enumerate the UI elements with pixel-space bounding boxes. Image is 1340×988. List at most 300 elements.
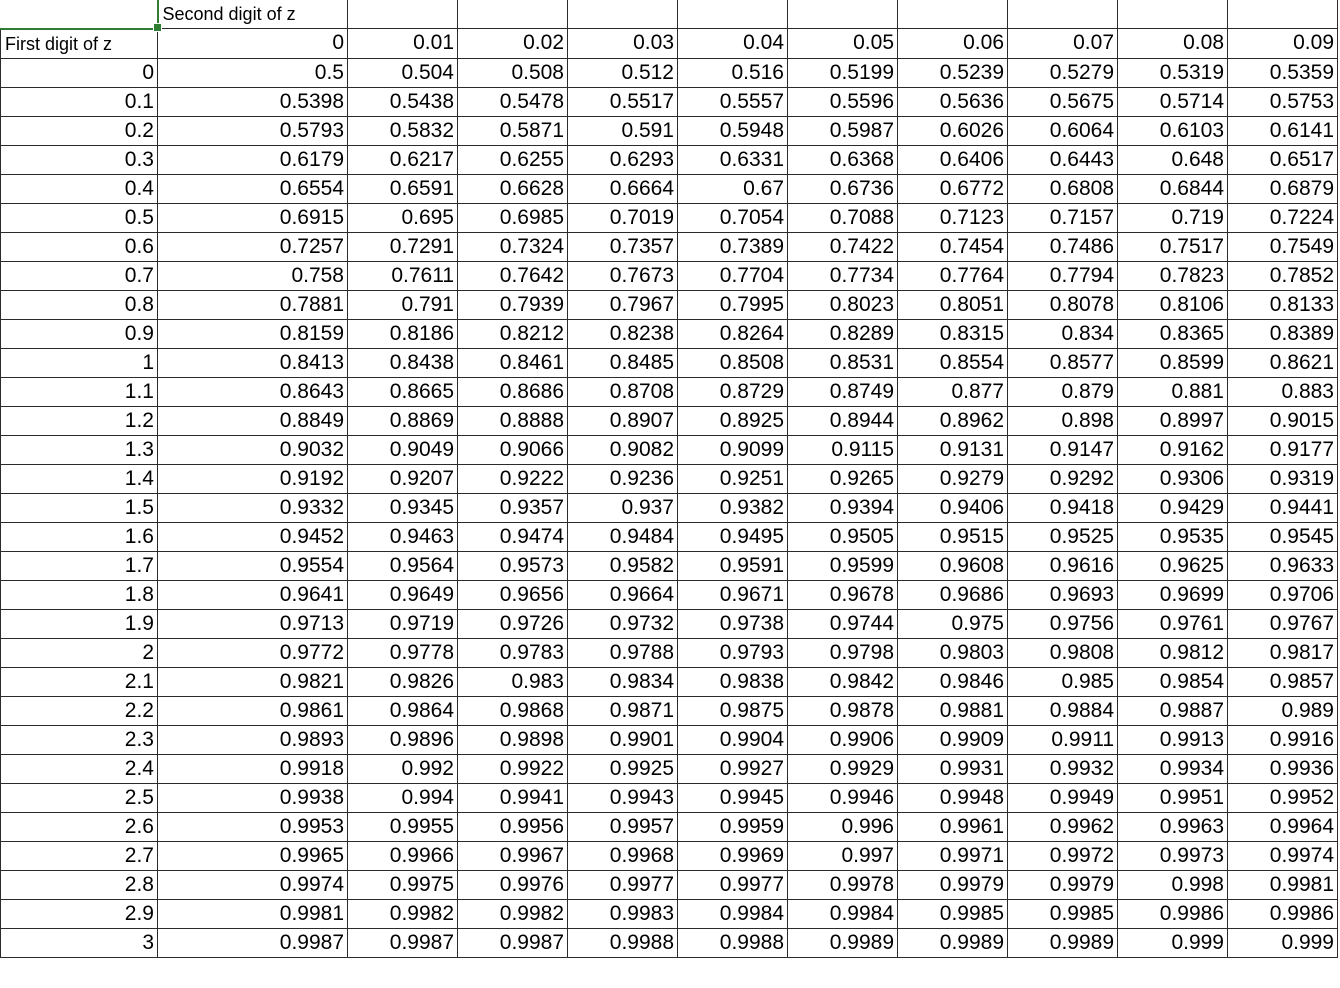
table-cell[interactable]: 0.999: [1118, 928, 1228, 957]
table-cell[interactable]: 0.5596: [788, 87, 898, 116]
table-cell[interactable]: 0.9641: [158, 580, 348, 609]
table-cell[interactable]: 0.9963: [1118, 812, 1228, 841]
table-cell[interactable]: 0.9864: [348, 696, 458, 725]
table-cell[interactable]: 0.8023: [788, 290, 898, 319]
table-cell[interactable]: 0.877: [898, 377, 1008, 406]
table-cell[interactable]: 0.9868: [458, 696, 568, 725]
table-cell[interactable]: 0.5319: [1118, 58, 1228, 87]
table-cell[interactable]: 0.9982: [458, 899, 568, 928]
table-cell[interactable]: 0.6591: [348, 174, 458, 203]
table-cell[interactable]: 0.9788: [568, 638, 678, 667]
table-cell[interactable]: 0.8962: [898, 406, 1008, 435]
table-cell[interactable]: 0.695: [348, 203, 458, 232]
table-cell[interactable]: 0.9808: [1008, 638, 1118, 667]
table-cell[interactable]: 0.8413: [158, 348, 348, 377]
table-cell[interactable]: 0.5517: [568, 87, 678, 116]
table-cell[interactable]: 0.9854: [1118, 667, 1228, 696]
table-cell[interactable]: 0.9664: [568, 580, 678, 609]
table-cell[interactable]: 0.834: [1008, 319, 1118, 348]
column-header-cell[interactable]: 0.07: [1008, 29, 1118, 59]
table-cell[interactable]: 0.6443: [1008, 145, 1118, 174]
table-cell[interactable]: 0.9909: [898, 725, 1008, 754]
table-cell[interactable]: 0.9162: [1118, 435, 1228, 464]
table-cell[interactable]: 0.9192: [158, 464, 348, 493]
table-cell[interactable]: 0.9525: [1008, 522, 1118, 551]
table-cell[interactable]: 0.881: [1118, 377, 1228, 406]
column-header-cell[interactable]: 0.03: [568, 29, 678, 59]
table-cell[interactable]: 0.5478: [458, 87, 568, 116]
table-cell[interactable]: 0.9956: [458, 812, 568, 841]
table-cell[interactable]: 0.9049: [348, 435, 458, 464]
table-cell[interactable]: 0.9946: [788, 783, 898, 812]
table-cell[interactable]: 0.8729: [678, 377, 788, 406]
table-cell[interactable]: 0.983: [458, 667, 568, 696]
table-cell[interactable]: 0.9962: [1008, 812, 1118, 841]
table-cell[interactable]: 0.7422: [788, 232, 898, 261]
column-title-cell[interactable]: Second digit of z: [158, 0, 348, 29]
table-cell[interactable]: 0.9812: [1118, 638, 1228, 667]
table-cell[interactable]: 0.9972: [1008, 841, 1118, 870]
row-header-cell[interactable]: 1.7: [1, 551, 158, 580]
table-cell[interactable]: 0.6293: [568, 145, 678, 174]
table-cell[interactable]: 0.9582: [568, 551, 678, 580]
row-title-cell[interactable]: First digit of z: [1, 29, 158, 59]
table-cell[interactable]: 0.992: [348, 754, 458, 783]
table-cell[interactable]: 0.8708: [568, 377, 678, 406]
table-cell[interactable]: 0.9554: [158, 551, 348, 580]
table-cell[interactable]: 0.6879: [1228, 174, 1338, 203]
empty-cell[interactable]: [678, 0, 788, 29]
table-cell[interactable]: 0.9896: [348, 725, 458, 754]
table-cell[interactable]: 0.6664: [568, 174, 678, 203]
table-cell[interactable]: 0.985: [1008, 667, 1118, 696]
table-cell[interactable]: 0.6064: [1008, 116, 1118, 145]
table-cell[interactable]: 0.7995: [678, 290, 788, 319]
table-cell[interactable]: 0.7764: [898, 261, 1008, 290]
column-header-cell[interactable]: 0.09: [1228, 29, 1338, 59]
table-cell[interactable]: 0.6517: [1228, 145, 1338, 174]
table-cell[interactable]: 0.9726: [458, 609, 568, 638]
table-cell[interactable]: 0.9906: [788, 725, 898, 754]
table-cell[interactable]: 0.8997: [1118, 406, 1228, 435]
table-cell[interactable]: 0.9826: [348, 667, 458, 696]
table-cell[interactable]: 0.5199: [788, 58, 898, 87]
table-cell[interactable]: 0.7054: [678, 203, 788, 232]
table-cell[interactable]: 0.67: [678, 174, 788, 203]
table-cell[interactable]: 0.758: [158, 261, 348, 290]
table-cell[interactable]: 0.9761: [1118, 609, 1228, 638]
table-cell[interactable]: 0.9951: [1118, 783, 1228, 812]
table-cell[interactable]: 0.8106: [1118, 290, 1228, 319]
table-cell[interactable]: 0.8869: [348, 406, 458, 435]
table-cell[interactable]: 0.7823: [1118, 261, 1228, 290]
table-cell[interactable]: 0.7967: [568, 290, 678, 319]
table-cell[interactable]: 0.8186: [348, 319, 458, 348]
table-cell[interactable]: 0.6026: [898, 116, 1008, 145]
table-cell[interactable]: 0.9983: [568, 899, 678, 928]
table-cell[interactable]: 0.591: [568, 116, 678, 145]
table-cell[interactable]: 0.9564: [348, 551, 458, 580]
table-cell[interactable]: 0.883: [1228, 377, 1338, 406]
table-cell[interactable]: 0.9988: [678, 928, 788, 957]
table-cell[interactable]: 0.9881: [898, 696, 1008, 725]
row-header-cell[interactable]: 0.2: [1, 116, 158, 145]
table-cell[interactable]: 0.9783: [458, 638, 568, 667]
table-cell[interactable]: 0.648: [1118, 145, 1228, 174]
table-cell[interactable]: 0.9535: [1118, 522, 1228, 551]
table-cell[interactable]: 0.9625: [1118, 551, 1228, 580]
table-cell[interactable]: 0.9953: [158, 812, 348, 841]
table-cell[interactable]: 0.9732: [568, 609, 678, 638]
table-cell[interactable]: 0.9441: [1228, 493, 1338, 522]
row-header-cell[interactable]: 2.8: [1, 870, 158, 899]
table-cell[interactable]: 0.504: [348, 58, 458, 87]
table-cell[interactable]: 0.9979: [1008, 870, 1118, 899]
table-cell[interactable]: 0.9968: [568, 841, 678, 870]
table-cell[interactable]: 0.9938: [158, 783, 348, 812]
row-header-cell[interactable]: 3: [1, 928, 158, 957]
table-cell[interactable]: 0.9099: [678, 435, 788, 464]
table-cell[interactable]: 0.6736: [788, 174, 898, 203]
row-header-cell[interactable]: 0.9: [1, 319, 158, 348]
table-cell[interactable]: 0.9913: [1118, 725, 1228, 754]
table-cell[interactable]: 0.9279: [898, 464, 1008, 493]
column-header-cell[interactable]: 0.02: [458, 29, 568, 59]
table-cell[interactable]: 0.7257: [158, 232, 348, 261]
table-cell[interactable]: 0.9699: [1118, 580, 1228, 609]
table-cell[interactable]: 0.6141: [1228, 116, 1338, 145]
table-cell[interactable]: 0.9207: [348, 464, 458, 493]
table-cell[interactable]: 0.9985: [898, 899, 1008, 928]
table-cell[interactable]: 0.9875: [678, 696, 788, 725]
table-cell[interactable]: 0.8212: [458, 319, 568, 348]
row-header-cell[interactable]: 1.1: [1, 377, 158, 406]
table-cell[interactable]: 0.9474: [458, 522, 568, 551]
table-cell[interactable]: 0.7852: [1228, 261, 1338, 290]
table-cell[interactable]: 0.9982: [348, 899, 458, 928]
row-header-cell[interactable]: 2.1: [1, 667, 158, 696]
table-cell[interactable]: 0.9925: [568, 754, 678, 783]
table-cell[interactable]: 0.8749: [788, 377, 898, 406]
table-cell[interactable]: 0.9495: [678, 522, 788, 551]
table-cell[interactable]: 0.5636: [898, 87, 1008, 116]
table-cell[interactable]: 0.9032: [158, 435, 348, 464]
column-header-cell[interactable]: 0.01: [348, 29, 458, 59]
table-cell[interactable]: 0.9934: [1118, 754, 1228, 783]
table-cell[interactable]: 0.9744: [788, 609, 898, 638]
table-cell[interactable]: 0.6255: [458, 145, 568, 174]
table-cell[interactable]: 0.9936: [1228, 754, 1338, 783]
table-cell[interactable]: 0.9633: [1228, 551, 1338, 580]
table-cell[interactable]: 0.8238: [568, 319, 678, 348]
table-cell[interactable]: 0.5557: [678, 87, 788, 116]
table-cell[interactable]: 0.7123: [898, 203, 1008, 232]
table-cell[interactable]: 0.5398: [158, 87, 348, 116]
column-header-cell[interactable]: 0.04: [678, 29, 788, 59]
table-cell[interactable]: 0.7157: [1008, 203, 1118, 232]
table-cell[interactable]: 0.9394: [788, 493, 898, 522]
table-cell[interactable]: 0.6808: [1008, 174, 1118, 203]
table-cell[interactable]: 0.9878: [788, 696, 898, 725]
table-cell[interactable]: 0.6217: [348, 145, 458, 174]
row-header-cell[interactable]: 1.2: [1, 406, 158, 435]
table-cell[interactable]: 0.9916: [1228, 725, 1338, 754]
table-cell[interactable]: 0.9251: [678, 464, 788, 493]
table-cell[interactable]: 0.9959: [678, 812, 788, 841]
table-cell[interactable]: 0.9406: [898, 493, 1008, 522]
table-cell[interactable]: 0.8665: [348, 377, 458, 406]
table-cell[interactable]: 0.9949: [1008, 783, 1118, 812]
table-cell[interactable]: 0.9332: [158, 493, 348, 522]
table-cell[interactable]: 0.9846: [898, 667, 1008, 696]
table-cell[interactable]: 0.7088: [788, 203, 898, 232]
table-cell[interactable]: 0.9756: [1008, 609, 1118, 638]
table-cell[interactable]: 0.6985: [458, 203, 568, 232]
table-cell[interactable]: 0.9778: [348, 638, 458, 667]
column-header-cell[interactable]: 0.08: [1118, 29, 1228, 59]
table-cell[interactable]: 0.6103: [1118, 116, 1228, 145]
table-cell[interactable]: 0.508: [458, 58, 568, 87]
table-cell[interactable]: 0.9382: [678, 493, 788, 522]
table-cell[interactable]: 0.9929: [788, 754, 898, 783]
table-cell[interactable]: 0.5279: [1008, 58, 1118, 87]
table-cell[interactable]: 0.9573: [458, 551, 568, 580]
table-cell[interactable]: 0.9966: [348, 841, 458, 870]
row-header-cell[interactable]: 1.5: [1, 493, 158, 522]
table-cell[interactable]: 0.8686: [458, 377, 568, 406]
table-cell[interactable]: 0.8849: [158, 406, 348, 435]
row-header-cell[interactable]: 2.4: [1, 754, 158, 783]
table-cell[interactable]: 0.9793: [678, 638, 788, 667]
table-cell[interactable]: 0.9838: [678, 667, 788, 696]
table-cell[interactable]: 0.9236: [568, 464, 678, 493]
table-cell[interactable]: 0.9967: [458, 841, 568, 870]
table-cell[interactable]: 0.8577: [1008, 348, 1118, 377]
empty-cell[interactable]: [1008, 0, 1118, 29]
table-cell[interactable]: 0.9693: [1008, 580, 1118, 609]
table-cell[interactable]: 0.9988: [568, 928, 678, 957]
row-header-cell[interactable]: 2.7: [1, 841, 158, 870]
table-cell[interactable]: 0.7389: [678, 232, 788, 261]
table-cell[interactable]: 0.9901: [568, 725, 678, 754]
table-cell[interactable]: 0.8531: [788, 348, 898, 377]
table-cell[interactable]: 0.9986: [1228, 899, 1338, 928]
table-cell[interactable]: 0.8485: [568, 348, 678, 377]
row-header-cell[interactable]: 0.8: [1, 290, 158, 319]
table-cell[interactable]: 0.9965: [158, 841, 348, 870]
table-cell[interactable]: 0.516: [678, 58, 788, 87]
table-cell[interactable]: 0.8508: [678, 348, 788, 377]
empty-cell[interactable]: [348, 0, 458, 29]
table-cell[interactable]: 0.9984: [678, 899, 788, 928]
table-cell[interactable]: 0.9893: [158, 725, 348, 754]
table-cell[interactable]: 0.998: [1118, 870, 1228, 899]
row-header-cell[interactable]: 0.3: [1, 145, 158, 174]
empty-cell[interactable]: [1228, 0, 1338, 29]
table-cell[interactable]: 0.7734: [788, 261, 898, 290]
table-cell[interactable]: 0.9861: [158, 696, 348, 725]
table-cell[interactable]: 0.7704: [678, 261, 788, 290]
table-cell[interactable]: 0.9948: [898, 783, 1008, 812]
table-cell[interactable]: 0.5675: [1008, 87, 1118, 116]
table-cell[interactable]: 0.989: [1228, 696, 1338, 725]
empty-cell[interactable]: [458, 0, 568, 29]
row-header-cell[interactable]: 1.9: [1, 609, 158, 638]
row-header-cell[interactable]: 1.6: [1, 522, 158, 551]
table-cell[interactable]: 0.791: [348, 290, 458, 319]
table-cell[interactable]: 0.937: [568, 493, 678, 522]
table-cell[interactable]: 0.9976: [458, 870, 568, 899]
table-cell[interactable]: 0.7881: [158, 290, 348, 319]
row-header-cell[interactable]: 2.2: [1, 696, 158, 725]
table-cell[interactable]: 0.719: [1118, 203, 1228, 232]
empty-cell[interactable]: [568, 0, 678, 29]
table-cell[interactable]: 0.9981: [158, 899, 348, 928]
table-cell[interactable]: 0.9678: [788, 580, 898, 609]
table-cell[interactable]: 0.9989: [788, 928, 898, 957]
table-cell[interactable]: 0.7517: [1118, 232, 1228, 261]
table-cell[interactable]: 0.9987: [158, 928, 348, 957]
table-cell[interactable]: 0.9943: [568, 783, 678, 812]
row-header-cell[interactable]: 2.6: [1, 812, 158, 841]
table-cell[interactable]: 0.8289: [788, 319, 898, 348]
table-cell[interactable]: 0.8389: [1228, 319, 1338, 348]
table-cell[interactable]: 0.5714: [1118, 87, 1228, 116]
table-cell[interactable]: 0.6368: [788, 145, 898, 174]
table-cell[interactable]: 0.9974: [1228, 841, 1338, 870]
table-cell[interactable]: 0.9904: [678, 725, 788, 754]
table-cell[interactable]: 0.6554: [158, 174, 348, 203]
row-header-cell[interactable]: 2.5: [1, 783, 158, 812]
table-cell[interactable]: 0.9798: [788, 638, 898, 667]
table-cell[interactable]: 0.9961: [898, 812, 1008, 841]
table-cell[interactable]: 0.9345: [348, 493, 458, 522]
table-cell[interactable]: 0.9608: [898, 551, 1008, 580]
table-cell[interactable]: 0.9978: [788, 870, 898, 899]
column-header-cell[interactable]: 0: [158, 29, 348, 59]
row-header-cell[interactable]: 1.4: [1, 464, 158, 493]
table-cell[interactable]: 0.9767: [1228, 609, 1338, 638]
table-cell[interactable]: 0.5359: [1228, 58, 1338, 87]
table-cell[interactable]: 0.6628: [458, 174, 568, 203]
table-cell[interactable]: 0.9616: [1008, 551, 1118, 580]
table-cell[interactable]: 0.7019: [568, 203, 678, 232]
table-cell[interactable]: 0.7673: [568, 261, 678, 290]
row-header-cell[interactable]: 2: [1, 638, 158, 667]
table-cell[interactable]: 0.8888: [458, 406, 568, 435]
table-cell[interactable]: 0.9927: [678, 754, 788, 783]
table-cell[interactable]: 0.9931: [898, 754, 1008, 783]
table-cell[interactable]: 0.8461: [458, 348, 568, 377]
table-cell[interactable]: 0.9452: [158, 522, 348, 551]
row-header-cell[interactable]: 1: [1, 348, 158, 377]
table-cell[interactable]: 0.5753: [1228, 87, 1338, 116]
table-cell[interactable]: 0.9955: [348, 812, 458, 841]
empty-cell[interactable]: [898, 0, 1008, 29]
table-cell[interactable]: 0.512: [568, 58, 678, 87]
row-header-cell[interactable]: 2.3: [1, 725, 158, 754]
table-cell[interactable]: 0.5: [158, 58, 348, 87]
empty-cell[interactable]: [1118, 0, 1228, 29]
table-cell[interactable]: 0.9952: [1228, 783, 1338, 812]
table-cell[interactable]: 0.8925: [678, 406, 788, 435]
table-cell[interactable]: 0.9986: [1118, 899, 1228, 928]
table-cell[interactable]: 0.9969: [678, 841, 788, 870]
table-cell[interactable]: 0.6844: [1118, 174, 1228, 203]
table-cell[interactable]: 0.9977: [678, 870, 788, 899]
table-cell[interactable]: 0.996: [788, 812, 898, 841]
table-cell[interactable]: 0.9932: [1008, 754, 1118, 783]
table-cell[interactable]: 0.9147: [1008, 435, 1118, 464]
table-cell[interactable]: 0.8599: [1118, 348, 1228, 377]
table-cell[interactable]: 0.9265: [788, 464, 898, 493]
blank-cell[interactable]: [1, 0, 158, 29]
table-cell[interactable]: 0.898: [1008, 406, 1118, 435]
table-cell[interactable]: 0.9922: [458, 754, 568, 783]
table-cell[interactable]: 0.9292: [1008, 464, 1118, 493]
table-cell[interactable]: 0.9974: [158, 870, 348, 899]
table-cell[interactable]: 0.975: [898, 609, 1008, 638]
table-cell[interactable]: 0.9964: [1228, 812, 1338, 841]
selection-fill-handle[interactable]: [153, 23, 162, 32]
row-header-cell[interactable]: 1.8: [1, 580, 158, 609]
table-cell[interactable]: 0.6179: [158, 145, 348, 174]
table-cell[interactable]: 0.8944: [788, 406, 898, 435]
table-cell[interactable]: 0.9713: [158, 609, 348, 638]
table-cell[interactable]: 0.9515: [898, 522, 1008, 551]
table-cell[interactable]: 0.9015: [1228, 406, 1338, 435]
table-cell[interactable]: 0.7291: [348, 232, 458, 261]
table-cell[interactable]: 0.9649: [348, 580, 458, 609]
table-cell[interactable]: 0.9989: [898, 928, 1008, 957]
table-cell[interactable]: 0.9857: [1228, 667, 1338, 696]
table-cell[interactable]: 0.9066: [458, 435, 568, 464]
table-cell[interactable]: 0.997: [788, 841, 898, 870]
table-cell[interactable]: 0.9989: [1008, 928, 1118, 957]
table-cell[interactable]: 0.9945: [678, 783, 788, 812]
table-cell[interactable]: 0.9977: [568, 870, 678, 899]
table-cell[interactable]: 0.9686: [898, 580, 1008, 609]
table-cell[interactable]: 0.9319: [1228, 464, 1338, 493]
table-cell[interactable]: 0.8554: [898, 348, 1008, 377]
table-cell[interactable]: 0.9842: [788, 667, 898, 696]
table-cell[interactable]: 0.8438: [348, 348, 458, 377]
table-cell[interactable]: 0.8078: [1008, 290, 1118, 319]
table-cell[interactable]: 0.9719: [348, 609, 458, 638]
empty-cell[interactable]: [788, 0, 898, 29]
row-header-cell[interactable]: 0.7: [1, 261, 158, 290]
table-cell[interactable]: 0.5832: [348, 116, 458, 145]
table-cell[interactable]: 0.8621: [1228, 348, 1338, 377]
table-cell[interactable]: 0.6772: [898, 174, 1008, 203]
table-cell[interactable]: 0.9177: [1228, 435, 1338, 464]
table-cell[interactable]: 0.7642: [458, 261, 568, 290]
table-cell[interactable]: 0.9706: [1228, 580, 1338, 609]
table-cell[interactable]: 0.9082: [568, 435, 678, 464]
table-cell[interactable]: 0.5438: [348, 87, 458, 116]
row-header-cell[interactable]: 1.3: [1, 435, 158, 464]
table-cell[interactable]: 0.9898: [458, 725, 568, 754]
table-cell[interactable]: 0.9803: [898, 638, 1008, 667]
row-header-cell[interactable]: 0.6: [1, 232, 158, 261]
table-cell[interactable]: 0.9418: [1008, 493, 1118, 522]
table-cell[interactable]: 0.8264: [678, 319, 788, 348]
table-cell[interactable]: 0.7224: [1228, 203, 1338, 232]
table-cell[interactable]: 0.9484: [568, 522, 678, 551]
table-cell[interactable]: 0.5871: [458, 116, 568, 145]
table-cell[interactable]: 0.9987: [458, 928, 568, 957]
table-cell[interactable]: 0.9981: [1228, 870, 1338, 899]
